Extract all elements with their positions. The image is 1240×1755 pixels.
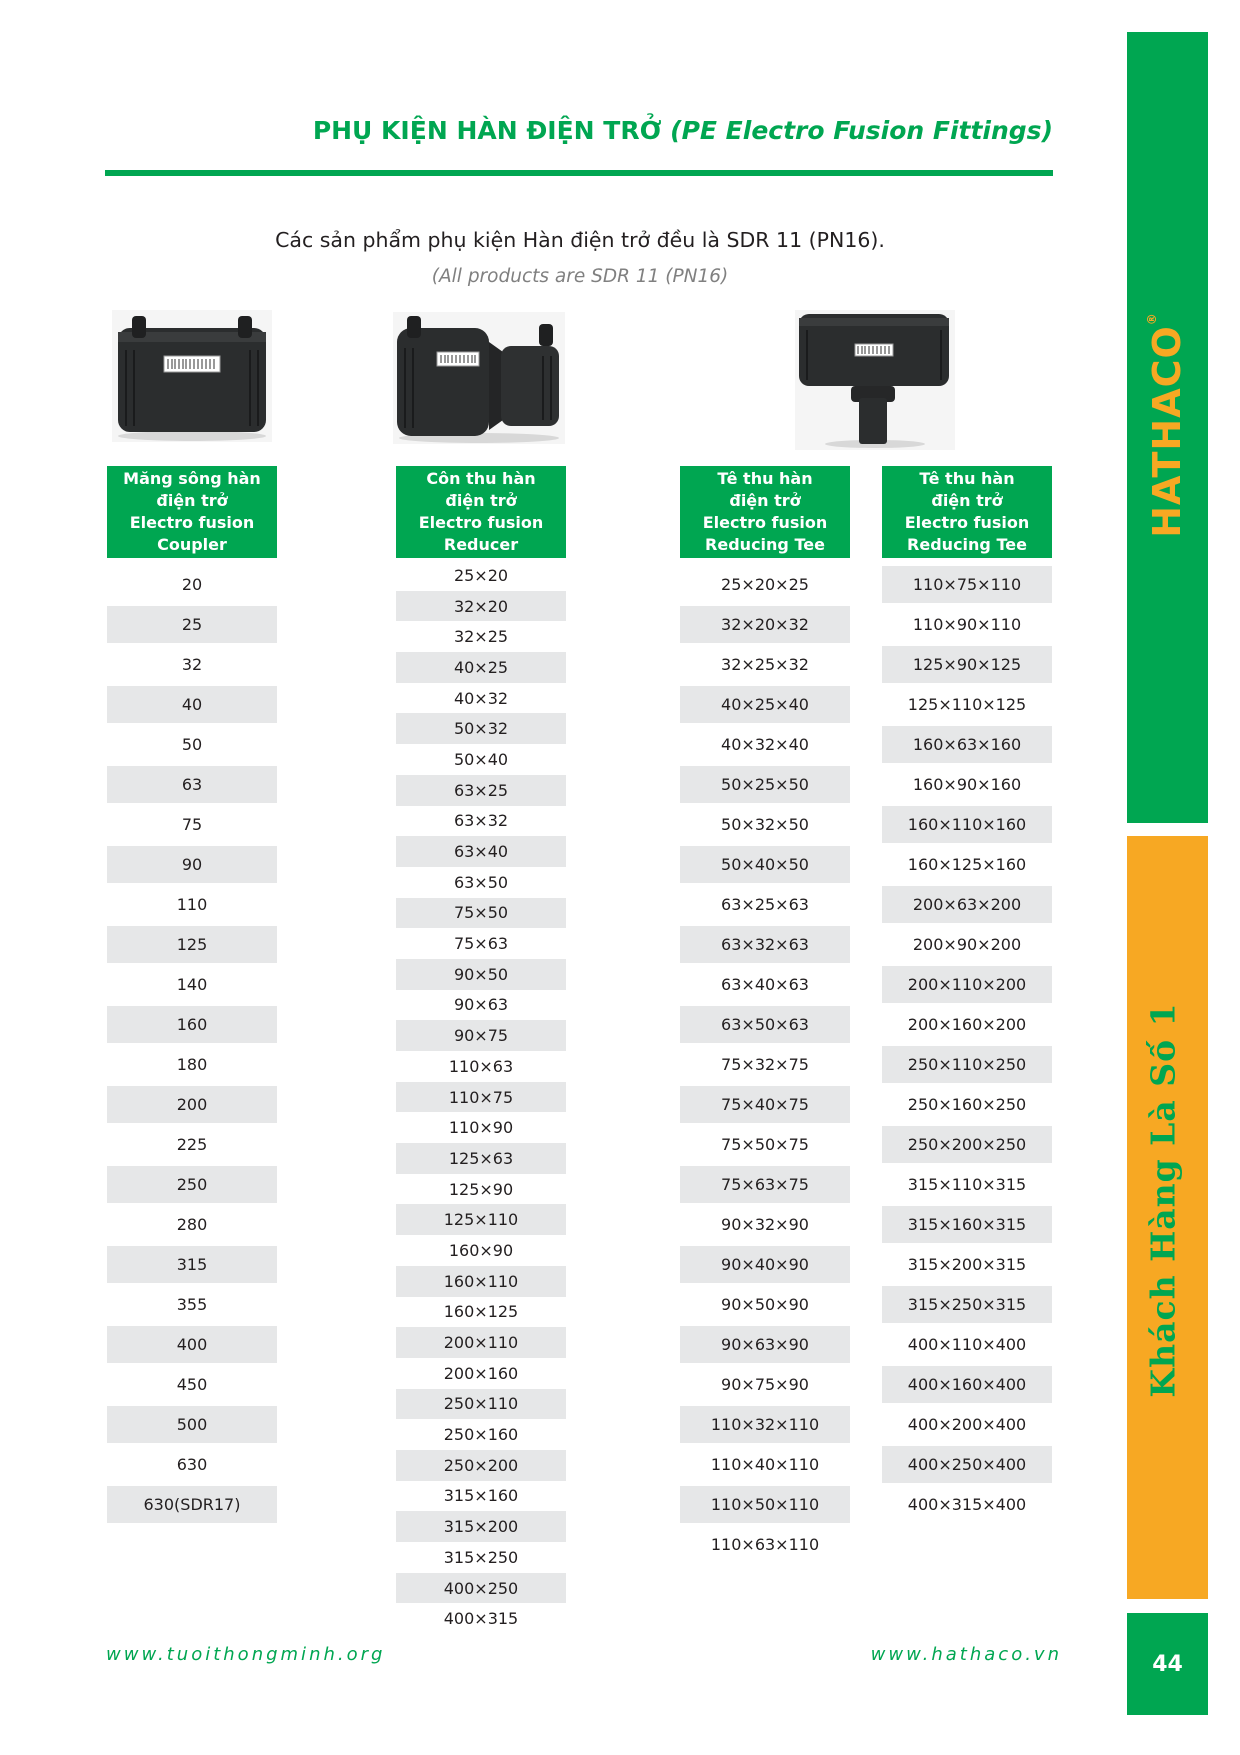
reducing-tee-1-size-list — [680, 558, 850, 1564]
header-line: Electro fusion — [418, 513, 544, 532]
size-cell: 400×315×400 — [907, 1494, 1027, 1514]
brand-logo-text — [1145, 312, 1189, 538]
size-cell: 160×90 — [448, 1240, 514, 1260]
reducing-tee-column-2-header — [882, 466, 1052, 558]
header-line: Tê thu hàn — [919, 469, 1015, 488]
size-cell: 110×75 — [396, 1082, 566, 1113]
size-cell: 200×160×200 — [907, 1014, 1027, 1034]
size-cell: 63×40×63 — [721, 974, 809, 994]
page-title — [313, 116, 1053, 145]
size-cell: 400 — [107, 1326, 277, 1363]
size-cell: 160×110×160 — [882, 806, 1052, 843]
size-cell: 63×25 — [396, 775, 566, 806]
size-cell: 200 — [107, 1086, 277, 1123]
size-cell: 63×40 — [396, 836, 566, 867]
size-cell: 400×110×400 — [907, 1334, 1027, 1354]
reducer-product-image — [393, 312, 565, 444]
size-cell: 160 — [107, 1006, 277, 1043]
size-cell: 75×63 — [453, 934, 509, 954]
size-cell: 125×90 — [448, 1179, 514, 1199]
size-cell: 250×160×250 — [907, 1094, 1027, 1114]
size-cell: 40 — [107, 686, 277, 723]
size-cell: 160×90×160 — [912, 774, 1022, 794]
size-cell: 32 — [181, 654, 203, 674]
header-line: điện trở — [931, 491, 1003, 510]
size-cell: 110 — [176, 894, 208, 914]
size-cell: 250×160 — [443, 1425, 519, 1445]
reducing-tee-column-1 — [680, 466, 850, 1564]
size-cell: 40×32 — [453, 688, 509, 708]
size-cell: 450 — [176, 1374, 208, 1394]
size-cell: 315×250×315 — [882, 1286, 1052, 1323]
size-cell: 400×250 — [396, 1573, 566, 1604]
coupler-column-header — [107, 466, 277, 558]
size-cell: 32×25 — [453, 627, 509, 647]
size-cell: 225 — [176, 1134, 208, 1154]
size-cell: 90×32×90 — [721, 1214, 809, 1234]
size-cell: 250×200 — [396, 1450, 566, 1481]
size-cell: 630(SDR17) — [107, 1486, 277, 1523]
header-line: Electro fusion — [129, 513, 255, 532]
size-cell: 140 — [176, 974, 208, 994]
header-line: điện trở — [156, 491, 228, 510]
size-cell: 110×63×110 — [710, 1534, 820, 1554]
reducer-size-list — [396, 558, 566, 1634]
reducing-tee-column-2 — [882, 466, 1052, 1524]
size-cell: 32×20 — [396, 591, 566, 622]
header-line: Coupler — [157, 535, 227, 554]
header-line: Côn thu hàn — [426, 469, 536, 488]
size-cell: 75×40×75 — [680, 1086, 850, 1123]
size-cell: 315×110×315 — [907, 1174, 1027, 1194]
size-cell: 110×32×110 — [680, 1406, 850, 1443]
size-cell: 90×50 — [396, 959, 566, 990]
size-cell: 180 — [176, 1054, 208, 1074]
size-cell: 110×40×110 — [710, 1454, 820, 1474]
size-cell: 50×40×50 — [680, 846, 850, 883]
size-cell: 200×90×200 — [912, 934, 1022, 954]
size-cell: 90×63 — [453, 995, 509, 1015]
header-line: Reducing Tee — [705, 535, 825, 554]
size-cell: 63×32×63 — [680, 926, 850, 963]
size-cell: 63×50 — [453, 872, 509, 892]
coupler-column — [107, 466, 277, 1524]
size-cell: 32×25×32 — [721, 654, 809, 674]
size-cell: 40×25×40 — [680, 686, 850, 723]
size-cell: 500 — [107, 1406, 277, 1443]
size-cell: 250×110×250 — [882, 1046, 1052, 1083]
header-line: Reducing Tee — [907, 535, 1027, 554]
size-cell: 250 — [107, 1166, 277, 1203]
header-line: Electro fusion — [904, 513, 1030, 532]
size-cell: 125×110 — [396, 1204, 566, 1235]
coupler-size-list — [107, 558, 277, 1523]
size-cell: 75×32×75 — [721, 1054, 809, 1074]
size-cell: 63×50×63 — [680, 1006, 850, 1043]
coupler-product-image — [112, 310, 272, 442]
registered-mark: ® — [1145, 312, 1159, 326]
size-cell: 110×90 — [448, 1118, 514, 1138]
size-cell: 90×40×90 — [680, 1246, 850, 1283]
footer-left-url[interactable]: www.tuoithongminh.org — [106, 1644, 386, 1665]
size-cell: 315 — [107, 1246, 277, 1283]
title-vi: PHỤ KIỆN HÀN ĐIỆN TRỞ — [312, 116, 662, 145]
reducing-tee-column-1-header — [680, 466, 850, 558]
size-cell: 50×40 — [453, 749, 509, 769]
size-cell: 110×90×110 — [912, 614, 1022, 634]
size-cell: 125×110×125 — [907, 694, 1027, 714]
size-cell: 63×25×63 — [721, 894, 809, 914]
size-cell: 90×75 — [396, 1020, 566, 1051]
size-cell: 40×32×40 — [721, 734, 809, 754]
slogan-text: Khách Hàng Là Số 1 — [1143, 1002, 1183, 1398]
reducer-column-header — [396, 466, 566, 558]
size-cell: 400×200×400 — [907, 1414, 1027, 1434]
size-cell: 25×20×25 — [721, 574, 809, 594]
header-line: Măng sông hàn — [123, 469, 261, 488]
size-cell: 315×250 — [443, 1547, 519, 1567]
title-en: (PE Electro Fusion Fittings) — [670, 116, 1053, 145]
size-cell: 75×50×75 — [721, 1134, 809, 1154]
size-cell: 125×63 — [396, 1143, 566, 1174]
header-line: điện trở — [445, 491, 517, 510]
page-number: 44 — [1127, 1613, 1208, 1715]
size-cell: 200×110 — [396, 1327, 566, 1358]
intro-text-en: (All products are SDR 11 (PN16) — [431, 266, 729, 287]
reducing-tee-2-size-list — [882, 558, 1052, 1524]
size-cell: 250×200×250 — [882, 1126, 1052, 1163]
size-cell: 315×200 — [396, 1511, 566, 1542]
size-cell: 90×50×90 — [721, 1294, 809, 1314]
size-cell: 75 — [181, 814, 203, 834]
size-cell: 63×32 — [453, 811, 509, 831]
size-cell: 50×32 — [396, 713, 566, 744]
intro-text: Các sản phẩm phụ kiện Hàn điện trở đều là SDR 11 (PN16). — [275, 228, 885, 252]
size-cell: 200×160 — [443, 1363, 519, 1383]
size-cell: 90×75×90 — [721, 1374, 809, 1394]
footer-right-url[interactable]: www.hathaco.vn — [870, 1644, 1062, 1665]
reducer-column — [396, 466, 566, 1634]
size-cell: 315×160 — [443, 1486, 519, 1506]
size-cell: 400×160×400 — [882, 1366, 1052, 1403]
size-cell: 90 — [107, 846, 277, 883]
size-cell: 400×250×400 — [882, 1446, 1052, 1483]
size-cell: 315×160×315 — [882, 1206, 1052, 1243]
size-cell: 50 — [181, 734, 203, 754]
size-cell: 125 — [107, 926, 277, 963]
size-cell: 160×125 — [443, 1302, 519, 1322]
size-cell: 75×50 — [396, 898, 566, 929]
size-cell: 355 — [176, 1294, 208, 1314]
header-line: Reducer — [443, 535, 519, 554]
size-cell: 32×20×32 — [680, 606, 850, 643]
size-cell: 75×63×75 — [680, 1166, 850, 1203]
size-cell: 110×75×110 — [882, 566, 1052, 603]
size-cell: 280 — [176, 1214, 208, 1234]
reducing-tee-product-image — [795, 310, 955, 450]
brand-name: HATHACO — [1145, 325, 1189, 538]
size-cell: 200×110×200 — [882, 966, 1052, 1003]
header-line: điện trở — [729, 491, 801, 510]
size-cell: 200×63×200 — [882, 886, 1052, 923]
header-line: Electro fusion — [702, 513, 828, 532]
size-cell: 110×50×110 — [680, 1486, 850, 1523]
size-cell: 630 — [176, 1454, 208, 1474]
size-cell: 50×32×50 — [721, 814, 809, 834]
size-cell: 90×63×90 — [680, 1326, 850, 1363]
size-cell: 25×20 — [453, 565, 509, 585]
size-cell: 125×90×125 — [882, 646, 1052, 683]
header-line: Tê thu hàn — [717, 469, 813, 488]
size-cell: 50×25×50 — [680, 766, 850, 803]
size-cell: 110×63 — [448, 1056, 514, 1076]
size-cell: 160×110 — [396, 1266, 566, 1297]
size-cell: 400×315 — [443, 1609, 519, 1629]
size-cell: 63 — [107, 766, 277, 803]
size-cell: 20 — [181, 574, 203, 594]
size-cell: 40×25 — [396, 652, 566, 683]
size-cell: 25 — [107, 606, 277, 643]
title-divider — [105, 170, 1053, 176]
size-cell: 160×63×160 — [882, 726, 1052, 763]
size-cell: 250×110 — [396, 1389, 566, 1420]
size-cell: 315×200×315 — [907, 1254, 1027, 1274]
size-cell: 160×125×160 — [907, 854, 1027, 874]
